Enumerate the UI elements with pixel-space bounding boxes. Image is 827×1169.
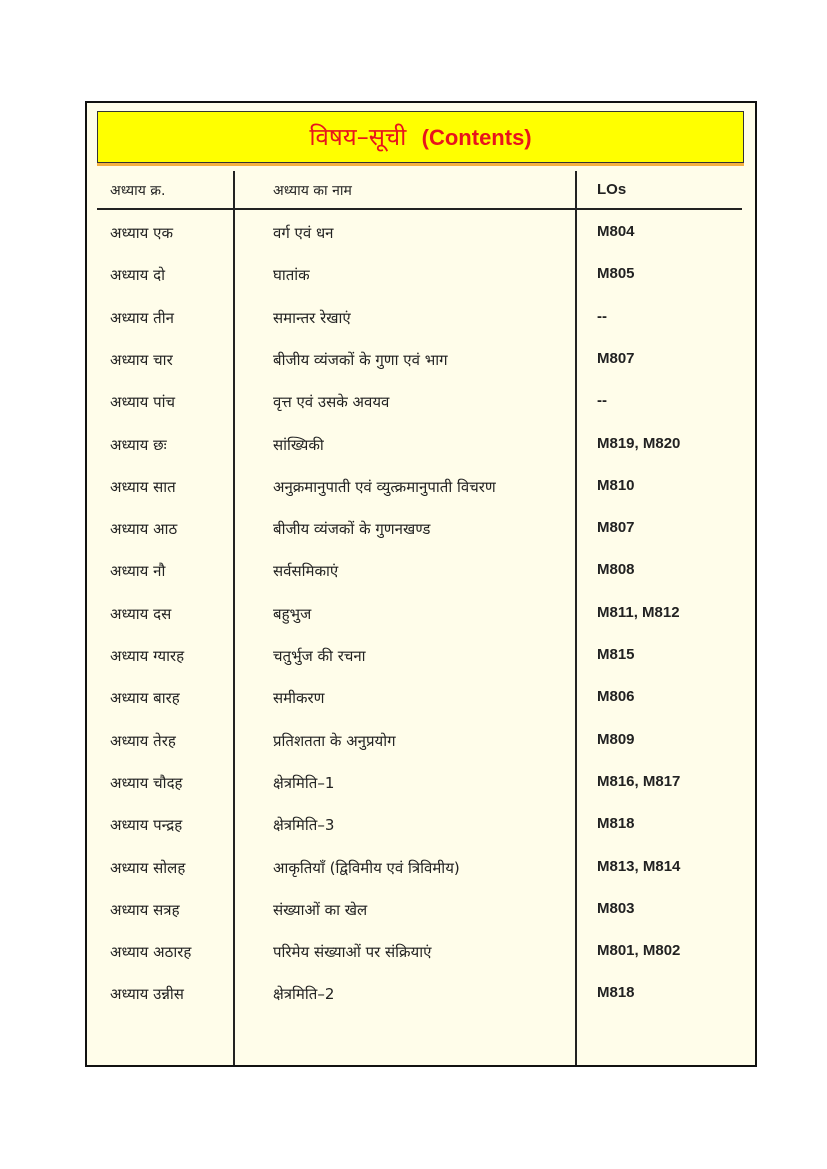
learning-outcomes: M804 bbox=[597, 223, 635, 240]
learning-outcomes: M810 bbox=[597, 476, 635, 494]
chapter-number: अध्याय चार bbox=[110, 350, 173, 369]
chapter-number: अध्याय पन्द्रह bbox=[110, 816, 183, 835]
table-row bbox=[87, 265, 755, 307]
chapter-name: संख्याओं का खेल bbox=[273, 900, 368, 919]
title-hindi: विषय–सूची bbox=[309, 123, 407, 151]
chapter-number: अध्याय एक bbox=[110, 224, 173, 242]
chapter-number: अध्याय तेरह bbox=[110, 731, 176, 750]
chapter-name: क्षेत्रमिति–2 bbox=[273, 985, 335, 1004]
chapter-name: चतुर्भुज की रचना bbox=[273, 647, 366, 665]
table-row bbox=[87, 984, 755, 1026]
table-row bbox=[87, 773, 755, 815]
table-row bbox=[87, 604, 755, 646]
learning-outcomes: M803 bbox=[597, 899, 635, 917]
header-los: LOs bbox=[597, 181, 627, 198]
chapter-name: समीकरण bbox=[273, 689, 325, 708]
learning-outcomes: M818 bbox=[597, 815, 635, 833]
chapter-name: सांख्यिकी bbox=[273, 435, 324, 454]
chapter-name: बीजीय व्यंजकों के गुणनखण्ड bbox=[273, 520, 431, 539]
learning-outcomes: M807 bbox=[597, 519, 635, 537]
chapter-number: अध्याय ग्यारह bbox=[110, 647, 185, 665]
table-row bbox=[87, 350, 755, 392]
learning-outcomes: M819, M820 bbox=[597, 434, 681, 452]
chapter-number: अध्याय छः bbox=[110, 435, 167, 454]
chapter-name: क्षेत्रमिति–1 bbox=[273, 773, 335, 792]
chapter-name: वृत्त एवं उसके अवयव bbox=[273, 393, 390, 412]
learning-outcomes: M815 bbox=[597, 646, 635, 663]
chapter-number: अध्याय उन्नीस bbox=[110, 985, 184, 1004]
chapter-name: समान्तर रेखाएं bbox=[273, 308, 351, 327]
table-row bbox=[87, 858, 755, 900]
table-row bbox=[87, 731, 755, 773]
chapter-name: अनुक्रमानुपाती एवं व्युत्क्रमानुपाती विचरण bbox=[273, 477, 496, 496]
table-row bbox=[87, 477, 755, 519]
header-divider bbox=[97, 208, 742, 210]
chapter-number: अध्याय अठारह bbox=[110, 943, 192, 962]
table-row bbox=[87, 900, 755, 942]
chapter-name: घातांक bbox=[273, 266, 310, 285]
learning-outcomes: M807 bbox=[597, 349, 635, 367]
learning-outcomes: -- bbox=[597, 392, 607, 410]
chapter-number: अध्याय सत्रह bbox=[110, 900, 180, 919]
chapter-number: अध्याय सोलह bbox=[110, 858, 186, 877]
title-banner bbox=[97, 111, 744, 163]
table-row bbox=[87, 223, 755, 265]
learning-outcomes: M805 bbox=[597, 265, 635, 283]
chapter-number: अध्याय नौ bbox=[110, 562, 166, 581]
chapter-number: अध्याय पांच bbox=[110, 393, 176, 412]
table-row bbox=[87, 646, 755, 688]
learning-outcomes: M816, M817 bbox=[597, 772, 681, 790]
chapter-number: अध्याय चौदह bbox=[110, 773, 183, 792]
contents-table bbox=[85, 101, 757, 1067]
chapter-name: प्रतिशतता के अनुप्रयोग bbox=[273, 731, 396, 750]
learning-outcomes: M806 bbox=[597, 688, 635, 706]
learning-outcomes: M808 bbox=[597, 561, 635, 579]
chapter-name: परिमेय संख्याओं पर संक्रियाएं bbox=[273, 943, 432, 962]
table-row bbox=[87, 942, 755, 984]
learning-outcomes: M811, M812 bbox=[597, 603, 680, 621]
chapter-name: सर्वसमिकाएं bbox=[273, 562, 339, 581]
chapter-name: बहुभुज bbox=[273, 604, 312, 623]
chapter-name: बीजीय व्यंजकों के गुणा एवं भाग bbox=[273, 350, 448, 369]
learning-outcomes: -- bbox=[597, 307, 607, 325]
table-row bbox=[87, 435, 755, 477]
chapter-number: अध्याय तीन bbox=[110, 308, 174, 327]
learning-outcomes: M818 bbox=[597, 984, 635, 1002]
table-row bbox=[87, 561, 755, 603]
header-chapter-name: अध्याय का नाम bbox=[273, 183, 352, 199]
chapter-number: अध्याय दो bbox=[110, 266, 166, 285]
chapter-number: अध्याय आठ bbox=[110, 520, 178, 539]
chapter-number: अध्याय दस bbox=[110, 604, 172, 623]
learning-outcomes: M801, M802 bbox=[597, 942, 681, 960]
learning-outcomes: M813, M814 bbox=[597, 857, 681, 875]
chapter-number: अध्याय सात bbox=[110, 477, 176, 496]
chapter-number: अध्याय बारह bbox=[110, 689, 180, 708]
chapter-name: आकृतियाँ (द्विविमीय एवं त्रिविमीय) bbox=[273, 858, 460, 877]
header-chapter-no: अध्याय क्र. bbox=[110, 183, 166, 199]
table-row bbox=[87, 688, 755, 730]
learning-outcomes: M809 bbox=[597, 730, 635, 748]
chapter-name: वर्ग एवं धन bbox=[273, 224, 334, 242]
title-english: (Contents) bbox=[421, 125, 532, 150]
chapter-name: क्षेत्रमिति–3 bbox=[273, 816, 335, 835]
table-row bbox=[87, 815, 755, 857]
table-row bbox=[87, 519, 755, 561]
table-row bbox=[87, 392, 755, 434]
table-row bbox=[87, 308, 755, 350]
